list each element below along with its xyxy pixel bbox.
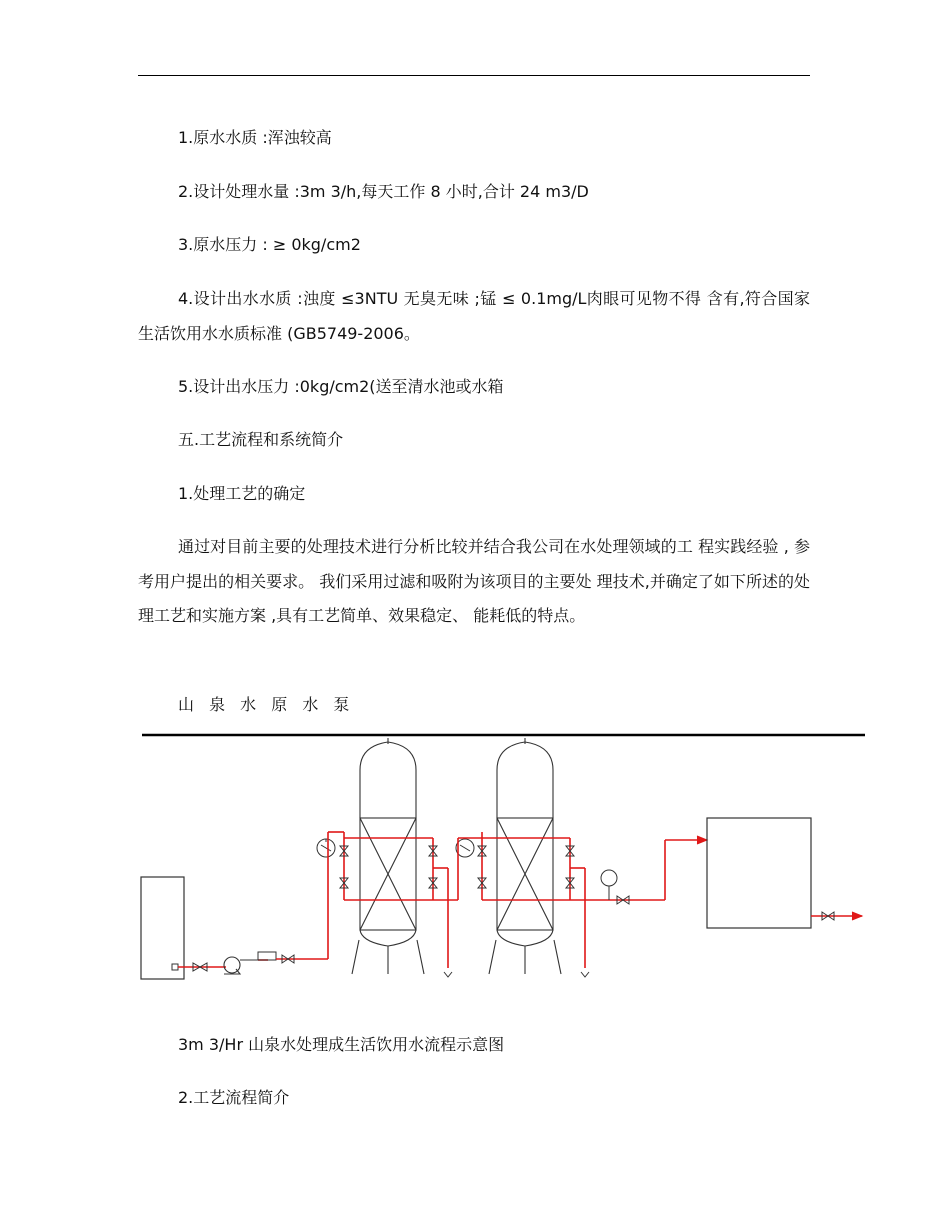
drain-1-icon: [444, 972, 452, 977]
vessel-2-piping: [458, 832, 707, 968]
item-effluent-pressure: 5.设计出水压力 :0kg/cm2(送至清水池或水箱: [178, 377, 504, 396]
outlet-gauge-icon: [601, 870, 617, 900]
pressure-gauge-icon: [317, 839, 335, 857]
inlet-fitting: [172, 964, 178, 970]
outlet-arrow-icon: [852, 912, 862, 920]
filter-vessel-2: [489, 738, 561, 974]
process-flow-diagram: [0, 728, 950, 998]
flow-arrow-icon: [697, 836, 707, 844]
diagram-top-label: 山 泉 水 原 水 泵: [178, 695, 355, 714]
header-rule: [138, 75, 810, 76]
drain-2-icon: [581, 972, 589, 977]
clean-water-tank: [707, 818, 811, 928]
raw-water-pump-icon: [224, 957, 258, 974]
vessel-2-valves: [478, 846, 574, 888]
pump-outlet-flange: [258, 952, 276, 960]
item-raw-pressure: 3.原水压力 : ≥ 0kg/cm2: [178, 235, 361, 254]
filter-vessel-1: [352, 738, 424, 974]
diagram-caption: 3m 3/Hr 山泉水处理成生活饮用水流程示意图: [178, 1035, 505, 1054]
section-heading: 五.工艺流程和系统简介: [178, 430, 344, 449]
item-design-flow: 2.设计处理水量 :3m 3/h,每天工作 8 小时,合计 24 m3/D: [178, 182, 589, 201]
item-effluent-quality: 4.设计出水水质 :浊度 ≤3NTU 无臭无味 ;锰 ≤ 0.1mg/L肉眼可见物不得 含有,符合国家生活饮用水水质标准 (GB5749-2006。: [138, 289, 810, 343]
subsection-process-determination: 1.处理工艺的确定: [178, 484, 306, 503]
vessel-1-piping: [328, 832, 458, 968]
process-description: 通过对目前主要的处理技术进行分析比较并结合我公司在水处理领域的工 程实践经验 , 参考用户提出的相关要求。 我们采用过滤和吸附为该项目的主要处 理技术,并确定了如下所述的处理工艺和实施方案 ,具有工艺简单、效果稳定、 能耗低的特点。: [138, 537, 810, 625]
subsection-process-overview: 2.工艺流程简介: [178, 1088, 290, 1107]
item-raw-quality: 1.原水水质 :浑浊较高: [178, 128, 332, 147]
vessel-1-valves: [340, 846, 437, 888]
